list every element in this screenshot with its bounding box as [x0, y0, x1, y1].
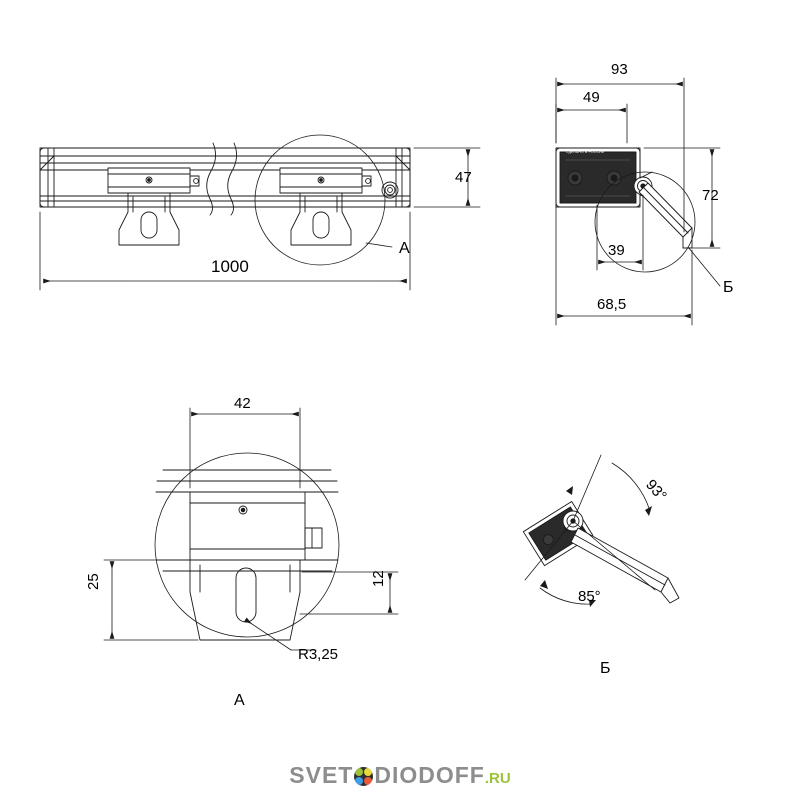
watermark-part1: SVET — [289, 762, 354, 788]
dim-detail-a-slot-offset: 12 — [370, 570, 387, 587]
detail-b-title: Б — [600, 660, 611, 677]
dim-side-body-depth: 49 — [583, 89, 600, 106]
made-in-russia-marking: СДЕЛАНО В РОССИИ — [566, 150, 605, 154]
side-view-geometry — [556, 148, 720, 286]
dim-front-length: 1000 — [211, 257, 249, 276]
detail-a-title: A — [234, 692, 245, 709]
dim-detail-b-upper-angle: 93° — [642, 476, 670, 505]
watermark-logo-icon — [354, 767, 373, 786]
dim-side-bracket-width: 68,5 — [597, 296, 627, 313]
detail-a-geometry — [155, 453, 339, 640]
dim-detail-a-bracket-width: 42 — [234, 395, 251, 412]
dim-detail-b-lower-angle: 85° — [578, 588, 601, 605]
callout-letter-a-front: A — [399, 240, 410, 257]
dim-front-height: 47 — [455, 169, 472, 186]
dim-detail-a-slot-height: 25 — [85, 573, 102, 590]
dim-side-bracket-offset: 39 — [608, 242, 625, 259]
dim-side-height: 72 — [702, 187, 719, 204]
watermark-suffix: .RU — [484, 770, 511, 787]
callout-letter-b-side: Б — [723, 279, 734, 296]
dim-detail-a-slot-radius: R3,25 — [298, 646, 339, 663]
watermark-part2: DIODOFF — [374, 762, 485, 788]
dim-side-overall-depth: 93 — [611, 61, 628, 78]
front-view-geometry — [40, 135, 410, 265]
watermark — [0, 762, 800, 789]
